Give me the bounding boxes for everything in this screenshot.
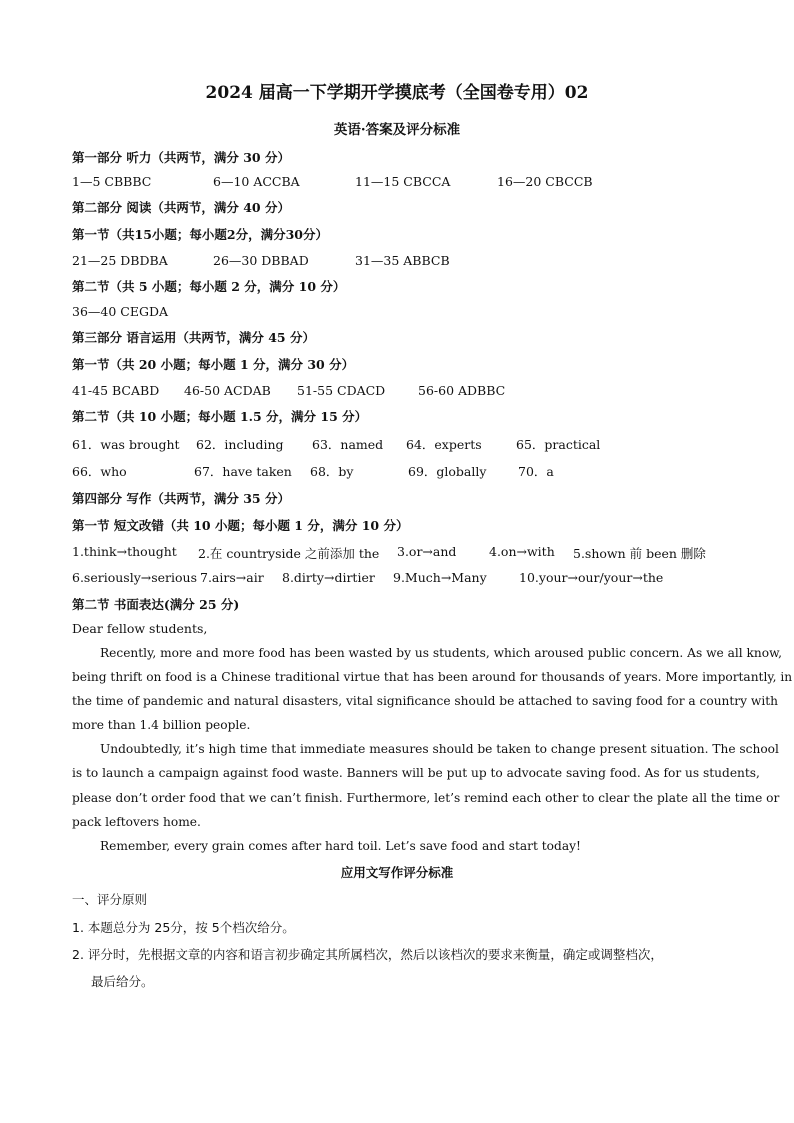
correction-item: 6.seriously→serious — [72, 570, 198, 585]
part3-sec2-heading: 第二节（共 10 小题；每小题 1.5 分，满分 15 分） — [72, 409, 368, 424]
correction-item: 9.Much→Many — [393, 570, 487, 585]
essay-line: more than 1.4 billion people. — [72, 718, 251, 732]
part4-heading: 第四部分 写作（共两节，满分 35 分） — [72, 491, 290, 506]
answer-group: 31—35 ABBCB — [355, 253, 450, 268]
part2-heading: 第二部分 阅读（共两节，满分 40 分） — [72, 200, 290, 215]
answer-group: 26—30 DBBAD — [213, 253, 309, 268]
essay-line: the time of pandemic and natural disasters, vital significance should be attached to saving food for a country with — [72, 694, 778, 708]
answer-item: 64．experts — [406, 437, 482, 452]
correction-item: 2.在 countryside 之前添加 the — [198, 546, 380, 561]
part2-sec1-heading: 第一节（共15小题；每小题2分，满分30分） — [72, 227, 328, 242]
essay-line: please don’t order food that we can’t finish. Furthermore, let’s remind each other to clear the plate all the time or — [72, 791, 780, 805]
part1-heading: 第一部分 听力（共两节，满分 30 分） — [72, 150, 290, 165]
essay-line: Recently, more and more food has been wasted by us students, which aroused public concern. As we all know, — [100, 646, 782, 660]
answer-item: 67．have taken — [194, 464, 292, 479]
page-subtitle: 英语·答案及评分标准 — [333, 122, 461, 138]
answer-group: 6—10 ACCBA — [213, 174, 300, 189]
correction-item: 10.your→our/your→the — [519, 570, 664, 585]
answer-item: 70．a — [518, 464, 554, 479]
part3-sec1-heading: 第一节（共 20 小题；每小题 1 分，满分 30 分） — [72, 357, 355, 372]
answer-group: 11—15 CBCCA — [355, 174, 451, 189]
part2-sec2-heading: 第二节（共 5 小题；每小题 2 分，满分 10 分） — [72, 279, 346, 294]
essay-line: being thrift on food is a Chinese traditional virtue that has been around for thousands of years. More importantly, in — [72, 670, 793, 684]
criteria-title: 应用文写作评分标准 — [340, 865, 454, 880]
answer-group: 1—5 CBBBC — [72, 174, 152, 189]
essay-line: pack leftovers home. — [72, 815, 201, 829]
correction-item: 1.think→thought — [72, 544, 177, 559]
part4-sec1-heading: 第一节 短文改错（共 10 小题；每小题 1 分，满分 10 分） — [72, 518, 409, 533]
criteria-item-continuation: 最后给分。 — [91, 974, 154, 989]
answer-group: 36—40 CEGDA — [72, 304, 169, 319]
answer-group: 56-60 ADBBC — [418, 383, 506, 398]
answer-item: 68．by — [310, 464, 354, 479]
correction-item: 8.dirty→dirtier — [282, 570, 375, 585]
part3-heading: 第三部分 语言运用（共两节，满分 45 分） — [72, 330, 315, 345]
correction-item: 5.shown 前 been 删除 — [573, 546, 706, 561]
answer-item: 69．globally — [408, 464, 487, 479]
part4-sec2-heading: 第二节 书面表达(满分 25 分) — [72, 597, 240, 612]
essay-line: Undoubtedly, it’s high time that immediate measures should be taken to change present situation. The school — [100, 742, 779, 756]
criteria-item: 2. 评分时，先根据文章的内容和语言初步确定其所属档次，然后以该档次的要求来衡量，确定或调整档次， — [72, 947, 663, 962]
answer-item: 61．was brought — [72, 437, 180, 452]
essay-greeting: Dear fellow students, — [72, 621, 208, 636]
answer-item: 63．named — [312, 437, 384, 452]
essay-line: Remember, every grain comes after hard toil. Let’s save food and start today! — [100, 839, 581, 853]
answer-group: 41-45 BCABD — [72, 383, 160, 398]
answer-group: 21—25 DBDBA — [72, 253, 168, 268]
answer-item: 66．who — [72, 464, 127, 479]
criteria-item: 1. 本题总分为 25分，按 5个档次给分。 — [72, 920, 295, 935]
answer-item: 65．practical — [516, 437, 601, 452]
correction-item: 3.or→and — [397, 544, 457, 559]
answer-group: 46-50 ACDAB — [184, 383, 271, 398]
criteria-principle-heading: 一、评分原则 — [72, 892, 148, 907]
answer-item: 62．including — [196, 437, 284, 452]
essay-line: is to launch a campaign against food waste. Banners will be put up to advocate saving food. As for us students, — [72, 766, 760, 780]
answer-group: 51-55 CDACD — [297, 383, 386, 398]
answer-group: 16—20 CBCCB — [497, 174, 593, 189]
page-title: 2024 届高一下学期开学摸底考（全国卷专用）02 — [205, 83, 589, 103]
correction-item: 7.airs→air — [200, 570, 264, 585]
correction-item: 4.on→with — [489, 544, 555, 559]
